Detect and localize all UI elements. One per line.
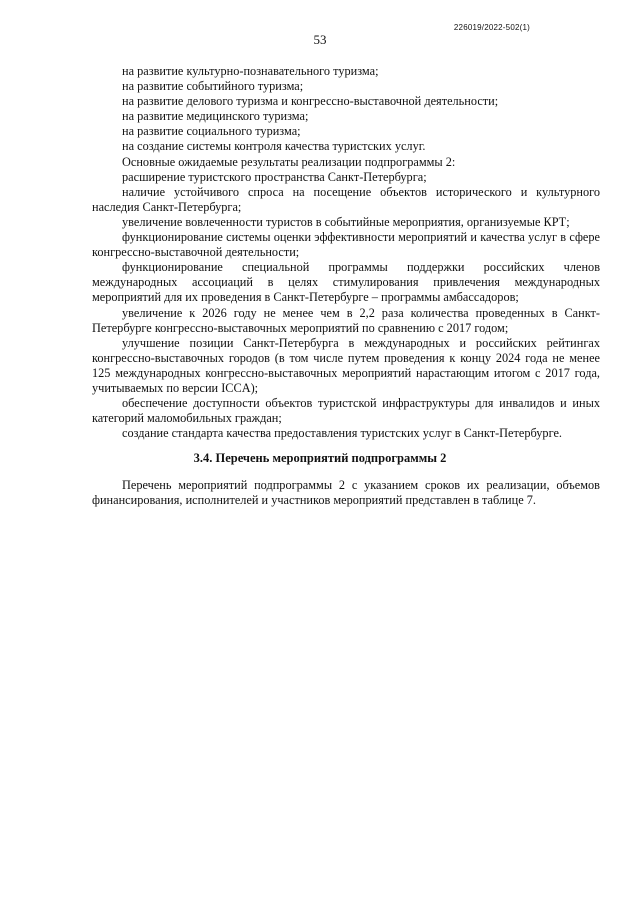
- paragraph: создание стандарта качества предоставления туристских услуг в Санкт-Петербурге.: [122, 426, 562, 441]
- paragraph: наличие устойчивого спроса на посещение объектов исторического и культурного наследия Санкт-Петербурга;: [92, 184, 600, 214]
- paragraph: на создание системы контроля качества туристских услуг.: [122, 139, 426, 154]
- paragraph: улучшение позиции Санкт-Петербурга в международных и российских рейтингах конгрессно-выставочных городов (в том числе путем проведения к концу 2024 года не менее 125 международных конгрессно-выставочных мероприятий нарастающим итогом с 2017 года, учитываемых по версии ICCA);: [92, 335, 600, 395]
- paragraph: увеличение вовлеченности туристов в событийные мероприятия, организуемые КРТ;: [122, 214, 570, 229]
- paragraph: на развитие культурно-познавательного туризма;: [122, 64, 379, 78]
- document-body: [92, 64, 600, 441]
- paragraph: на развитие социального туризма;: [122, 124, 301, 139]
- paragraph: расширение туристского пространства Санкт-Петербурга;: [122, 169, 427, 184]
- paragraph: функционирование системы оценки эффективности мероприятий и качества услуг в сфере конгрессно-выставочной деятельности;: [92, 230, 600, 260]
- section-body: [92, 478, 600, 508]
- document-registration-number: 226019/2022-502(1): [453, 23, 530, 32]
- paragraph: на развитие событийного туризма;: [122, 79, 304, 94]
- paragraph: обеспечение доступности объектов туристской инфраструктуры для инвалидов и иных категорий маломобильных граждан;: [92, 396, 600, 426]
- paragraph: на развитие делового туризма и конгрессно-выставочной деятельности;: [122, 94, 499, 109]
- paragraph: увеличение к 2026 году не менее чем в 2,2 раза количества проведенных в Санкт-Петербурге конгрессно-выставочных мероприятий по сравнению с 2017 годом;: [92, 305, 600, 335]
- paragraph: функционирование специальной программы поддержки российских членов международных ассоциаций в целях стимулирования привлечения международных мероприятий для их проведения в Санкт-Петербурге – программы амбассадоров;: [92, 260, 600, 305]
- section-heading: 3.4. Перечень мероприятий подпрограммы 2: [193, 451, 447, 465]
- paragraph: Основные ожидаемые результаты реализации подпрограммы 2:: [122, 154, 456, 169]
- paragraph: Перечень мероприятий подпрограммы 2 с указанием сроков их реализации, объемов финансирования, исполнителей и участников мероприятий представлен в таблице 7.: [92, 478, 600, 508]
- paragraph: на развитие медицинского туризма;: [122, 109, 309, 124]
- page-number: 53: [313, 32, 327, 47]
